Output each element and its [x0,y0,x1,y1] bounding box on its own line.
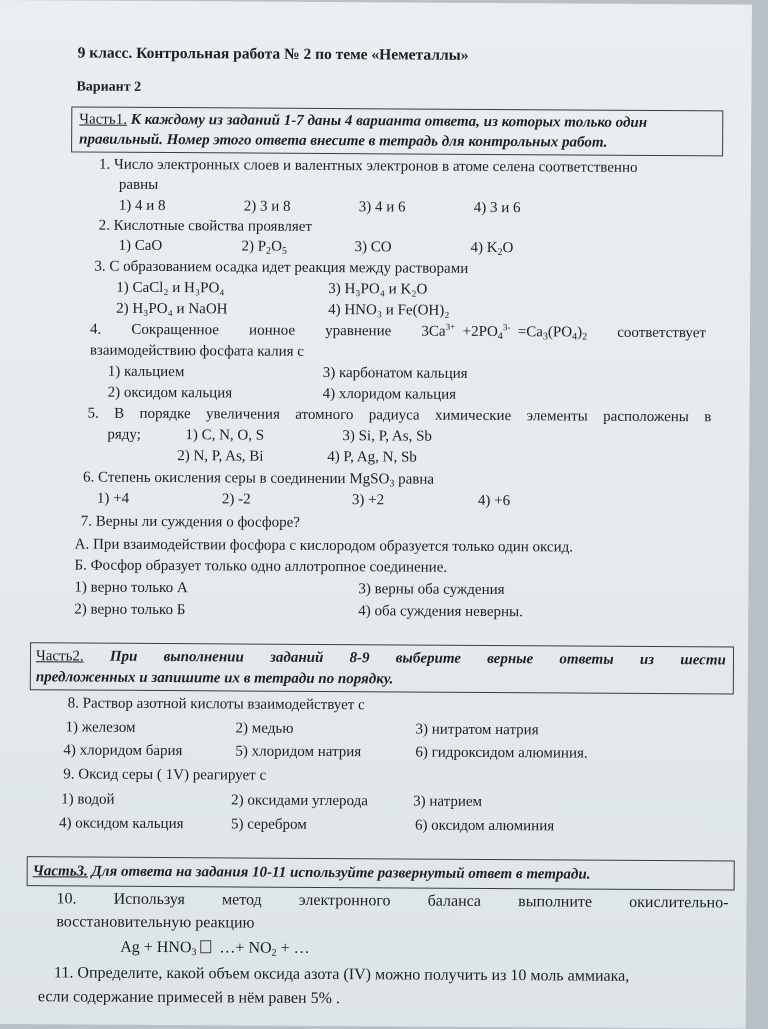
q1-option-3: 3) 4 и 6 [358,199,406,216]
q7-statement-a: А. При взаимодействии фосфора с кислородом образуется только один оксид. [74,536,574,556]
q9-option-2: 2) оксидами углерода [231,792,368,810]
q6-option-2: 2) -2 [221,491,251,508]
q8-option-5: 5) хлоридом натрия [235,743,362,761]
question-10-text: 10. Используя метод электронного баланса выполните окислительно- [56,890,729,912]
missing-glyph-icon [200,940,211,953]
q2-option-2: 2) $P_2O_5$ [241,238,287,257]
q8-option-2: 2) медью [235,720,294,737]
part2-instruction-line2: предложенных и запишите их в тетради по порядку. [35,669,394,688]
question-1-text-cont: равны [118,176,159,193]
q2-option-1: 1) CaO [118,237,163,254]
q6-option-3: 3) +2 [351,492,385,509]
q7-option-2: 2) верно только Б [74,601,186,619]
variant-label: Вариант 2 [76,79,142,95]
q8-option-4: 4) хлоридом бария [63,742,183,760]
question-11-text: 11. Определите, какой объем оксида азота (IV) можно получить из 10 моль аммиака, [54,964,630,985]
q2-option-3: 3) CO [354,239,392,256]
q2-option-4: 4) $K_2O$ [470,239,514,259]
q5-option-2: 2) N, P, As, Bi [177,448,264,465]
q3-option-1: 1) CaCl₂ и H₃PO₄ [116,279,225,297]
redox-equation: $Ag + HNO_3$ …+ $NO_2$ + … [120,938,310,959]
part2-label: Часть2. [35,648,84,665]
q8-option-3: 3) нитратом натрия [415,721,539,739]
q1-option-4: 4) 3 и 6 [473,199,521,217]
part1-instruction-line2: правильный. Номер этого ответа внесите в тетрадь для контрольных работ. [79,131,608,151]
q5-option-4: 4) P, Ag, N, Sb [327,449,417,466]
question-11-text-cont: если содержание примесей в нём равен 5% . [37,988,340,1008]
question-7-text: 7. Верны ли суждения о фосфоре? [80,513,300,531]
q6-option-4: 4) +6 [477,492,511,510]
q5-option-1: 1) C, N, O, S [185,427,265,444]
question-8-text: 8. Раствор азотной кислоты взаимодействует с [67,695,365,714]
q1-option-1: 1) 4 и 8 [118,197,166,215]
q9-option-4: 4) оксидом кальция [58,815,184,833]
q4-option-2: 2) оксидом кальция [107,384,233,402]
part1-instruction-text-1: К каждому из заданий 1-7 даны 4 варианта ответа, из которых только один [130,111,648,131]
q4-option-1: 1) кальцием [107,363,185,381]
question-6-text: 6. Степень окисления серы в соединении MgSO$_3$ равна [83,469,435,490]
q9-option-6: 6) оксидом алюминия [414,817,555,835]
question-5-text-cont: ряду; [107,426,141,443]
q3-option-4: 4) HNO₃ и Fe(OH)₂ [328,302,450,319]
q6-option-1: 1) +4 [96,490,130,507]
question-9-text: 9. Оксид серы ( 1V) реагирует с [63,766,267,784]
q9-option-3: 3) натрием [413,793,483,810]
q8-option-1: 1) железом [65,719,136,736]
q3-option-2: 2) H₃PO₄ и NaOH [116,300,228,318]
question-2-text: 2. Кислотные свойства проявляет [98,217,313,235]
question-5-text: 5. В порядке увеличения атомного радиуса химические элементы расположены в [87,405,712,426]
part3-instruction: Часть3. Для ответа на задания 10-11 используйте развернутый ответ в тетради. [32,863,591,883]
question-4-text-cont: взаимодействию фосфата калия с [89,342,304,360]
q1-option-2: 2) 3 и 8 [243,198,291,215]
part1-label: Часть1. [79,111,128,128]
q8-option-6: 6) гидроксидом алюминия. [415,744,588,762]
part3-label: Часть3. [32,863,88,880]
q7-statement-b: Б. Фосфор образует только одно аллотропное соединение. [74,557,448,576]
q7-option-4: 4) оба суждения неверны. [358,603,523,621]
question-10-text-cont: восстановительную реакцию [56,913,255,932]
page-title: 9 класс. Контрольная работа № 2 по теме «Неметаллы» [77,44,469,64]
q5-option-3: 3) Si, P, As, Sb [342,428,433,445]
question-3-text: 3. С образованием осадка идет реакция между растворами [94,258,469,277]
q9-option-1: 1) водой [61,791,115,808]
q4-option-4: 4) хлоридом кальция [322,385,457,403]
question-1-text: 1. Число электронных слоев и валентных электронов в атоме селена соответственно [98,156,638,176]
q4-option-3: 3) карбонатом кальция [322,364,468,382]
q7-option-3: 3) верны оба суждения [358,581,505,599]
ionic-equation: $3Ca^{3+} +2PO_4^{3-} =Ca_3(PO_4)_2$ [421,321,588,343]
part2-instruction-line1: Часть2. При выполнении заданий 8-9 выберите верные ответы из шести [35,648,726,669]
q3-option-3: 3) H₃PO₄ и K₂O [328,281,428,298]
q7-option-1: 1) верно только А [74,579,188,597]
part1-instruction-line1 [79,110,647,131]
question-4-text: 4. Сокращенное ионное уравнение $3Ca^{3+} +2PO_4^{3-} =Ca_3(PO_4)_2$ соответствует [89,321,707,343]
q9-option-5: 5) серебром [230,816,307,833]
